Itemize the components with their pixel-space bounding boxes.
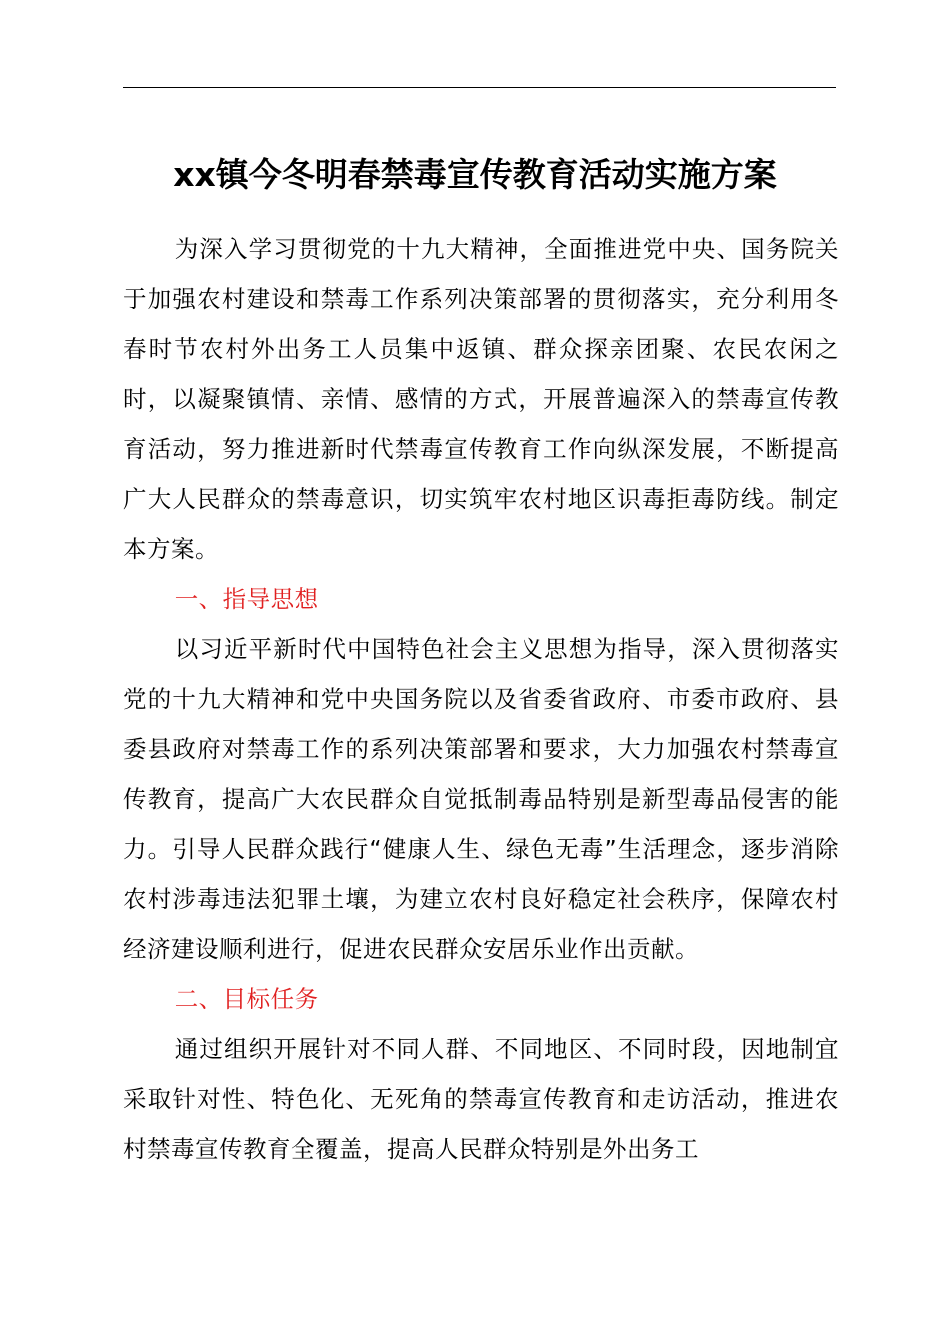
document-body: [123, 224, 839, 1174]
header-rule: [123, 87, 836, 88]
intro-paragraph: 为深入学习贯彻党的十九大精神，全面推进党中央、国务院关于加强农村建设和禁毒工作系列决策部署的贯彻落实，充分利用冬春时节农村外出务工人员集中返镇、群众探亲团聚、农民农闲之时，以凝聚镇情、亲情、感情的方式，开展普遍深入的禁毒宣传教育活动，努力推进新时代禁毒宣传教育工作向纵深发展，不断提高广大人民群众的禁毒意识，切实筑牢农村地区识毒拒毒防线。制定本方案。: [123, 235, 839, 563]
section-heading-goals-tasks: 二、目标任务: [174, 985, 319, 1013]
guiding-ideology-paragraph: 以习近平新时代中国特色社会主义思想为指导，深入贯彻落实党的十九大精神和党中央国务院以及省委省政府、市委市政府、县委县政府对禁毒工作的系列决策部署和要求，大力加强农村禁毒宣传教育，提高广大农民群众自觉抵制毒品特别是新型毒品侵害的能力。引导人民群众践行“健康人生、绿色无毒”生活理念，逐步消除农村涉毒违法犯罪土壤，为建立农村良好稳定社会秩序，保障农村经济建设顺利进行，促进农民群众安居乐业作出贡献。: [123, 635, 839, 963]
goals-tasks-paragraph: 通过组织开展针对不同人群、不同地区、不同时段，因地制宜采取针对性、特色化、无死角的禁毒宣传教育和走访活动，推进农村禁毒宣传教育全覆盖，提高人民群众特别是外出务工: [123, 1035, 839, 1163]
document-title: xx镇今冬明春禁毒宣传教育活动实施方案: [173, 155, 777, 194]
section-heading-guiding-ideology: 一、指导思想: [174, 585, 319, 613]
